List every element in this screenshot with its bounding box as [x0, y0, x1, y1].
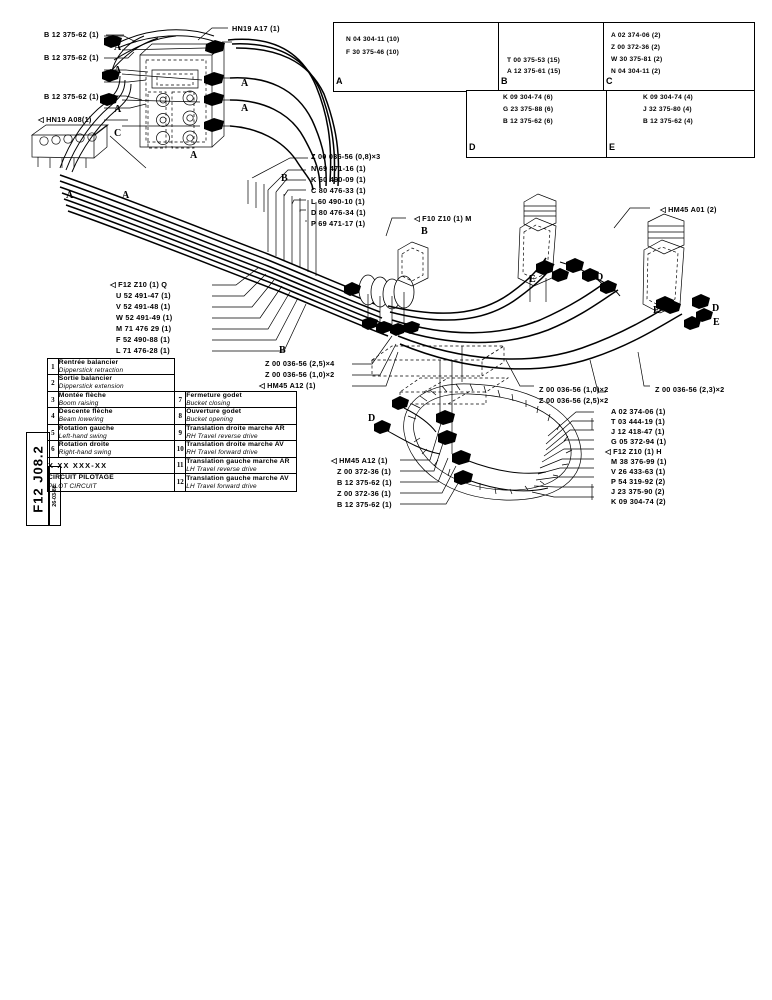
part-label-right-8: J 23 375-90 (2) [611, 487, 665, 496]
legend-num-8: 8 [175, 408, 186, 424]
legend-fr-12: Translation gauche marche AV [186, 474, 289, 482]
callout-a-5: A [241, 103, 249, 114]
part-label-top-left-2: B 12 375-62 (1) [44, 92, 99, 101]
inset-d-part-2: B 12 375-62 (6) [503, 118, 553, 125]
sheet-id-block [26, 432, 50, 526]
inset-e-part-1: J 32 375-80 (4) [643, 106, 692, 113]
part-label-lowercenter-2: B 12 375-62 (1) [337, 478, 392, 487]
legend-spacer-top [175, 359, 186, 392]
part-label-center-2: K 60 490-09 (1) [311, 175, 366, 184]
part-label-top-left-0: B 12 375-62 (1) [44, 30, 99, 39]
callout-a-4: A [241, 78, 249, 89]
part-label-left-1: U 52 491-47 (1) [116, 291, 171, 300]
callout-c-1: C [114, 128, 122, 139]
part-label-center-4: L 60 490-10 (1) [311, 197, 365, 206]
callout-e-2: E [653, 305, 660, 316]
part-label-right-9: K 09 304-74 (2) [611, 497, 666, 506]
legend-desc-4 [58, 408, 174, 424]
inset-a-part-0: N 04 304-11 (10) [346, 36, 400, 43]
legend-desc-2 [58, 375, 174, 391]
circuit-title-en: PILOT CIRCUIT [48, 482, 97, 490]
callout-e-3: E [713, 317, 720, 328]
legend-num-3: 3 [48, 391, 59, 407]
leader-lines-right-stack [532, 412, 594, 500]
callout-a-7: A [66, 190, 74, 201]
callout-d-2: D [596, 272, 604, 283]
leader-lines-mid-left [352, 336, 398, 386]
inset-b-part-0: T 00 375-53 (15) [507, 57, 561, 64]
circuit-title-fr: CIRCUIT PILOTAGE [48, 474, 114, 482]
part-label-right-3: G 05 372-94 (1) [611, 437, 667, 446]
rotary-swivel-joint [359, 242, 428, 336]
legend-fr-7: Fermeture godet [186, 391, 242, 399]
date-stamp-text: 26-03-86 [51, 485, 58, 507]
circuit-title-cell [48, 474, 175, 491]
part-label-left-4: M 71 476 29 (1) [116, 324, 172, 333]
legend-fr-11: Translation gauche marche AR [186, 457, 290, 465]
part-label-lowercenter-4: B 12 375-62 (1) [337, 500, 392, 509]
legend-fr-4: Descente flèche [58, 408, 113, 416]
legend-num-7: 7 [175, 391, 186, 407]
inset-c-part-0: A 02 374-06 (2) [611, 32, 661, 39]
part-label-right-5: M 38 376-99 (1) [611, 457, 667, 466]
legend-en-2: Dipperstick extension [58, 383, 124, 391]
legend-desc-3 [58, 391, 174, 407]
inset-box-a [333, 22, 500, 92]
part-label-lowermid-1: Z 00 036-56 (2,5)×2 [539, 396, 609, 405]
part-label-right-assy: ◁ HM45 A01 (2) [660, 205, 717, 214]
legend-desc-1 [58, 359, 174, 375]
legend-en-11: LH Travel reverse drive [186, 465, 257, 473]
callout-a-1: A [114, 42, 122, 53]
title-code-cell: X XX XXX-XX [48, 457, 175, 473]
part-label-center-1: N 69 471-16 (1) [311, 164, 366, 173]
legend-en-5: Left-hand swing [58, 432, 107, 440]
callout-d-1: D [368, 413, 376, 424]
legend-en-7: Bucket closing [186, 399, 231, 407]
legend-fr-2: Sortie balancier [58, 375, 113, 383]
legend-desc-8 [186, 408, 297, 424]
legend-desc-11 [186, 457, 297, 473]
legend-fr-10: Translation droite marche AV [186, 441, 284, 449]
part-label-right-2: J 12 418-47 (1) [611, 427, 665, 436]
inset-b-part-1: A 12 375-61 (15) [507, 68, 561, 75]
legend-fr-9: Translation droite marche AR [186, 424, 285, 432]
part-label-right-4: ◁ F12 Z10 (1) H [605, 447, 662, 456]
inset-id-c: C [606, 76, 613, 86]
callout-a-6: A [190, 150, 198, 161]
part-label-center-0: Z 00 036-56 (0,8)×3 [311, 152, 381, 161]
sheet-id-text: F12 J08.2 [30, 445, 46, 513]
inset-id-e: E [609, 142, 616, 152]
callout-e-1: E [529, 274, 536, 285]
part-label-left-2: V 52 491-48 (1) [116, 302, 171, 311]
legend-en-1: Dipperstick retraction [58, 366, 124, 374]
part-label-top-center-assy: HN19 A17 (1) [232, 24, 280, 33]
callout-b-1: B [281, 173, 288, 184]
part-label-right-6: V 26 433-63 (1) [611, 467, 666, 476]
right-hose-loops [388, 258, 713, 369]
legend-fr-6: Rotation droite [58, 441, 110, 449]
inset-id-a: A [336, 76, 343, 86]
part-label-center-5: D 80 476-34 (1) [311, 208, 366, 217]
legend-desc-12 [186, 474, 297, 491]
leader-lines-center [252, 158, 308, 222]
inset-c-part-1: Z 00 372-36 (2) [611, 44, 661, 51]
part-label-left-6: L 71 476-28 (1) [116, 346, 170, 355]
legend-num-6: 6 [48, 441, 59, 457]
callout-b-2: B [279, 345, 286, 356]
legend-en-9: RH Travel reverse drive [186, 432, 258, 440]
legend-en-12: LH Travel forward drive [186, 482, 257, 490]
part-label-left-3: W 52 491-49 (1) [116, 313, 173, 322]
legend-spacer-top2 [186, 359, 297, 392]
callout-a-3: A [114, 104, 122, 115]
legend-fr-5: Rotation gauche [58, 424, 115, 432]
legend-desc-5 [58, 424, 174, 440]
legend-fr-8: Ouverture godet [186, 408, 242, 416]
inset-a-part-1: F 30 375-46 (10) [346, 49, 400, 56]
legend-num-10: 10 [175, 441, 186, 457]
date-stamp-block [48, 466, 61, 526]
boom-cylinder-right [643, 214, 710, 313]
part-label-center-assy: ◁ F10 Z10 (1) M [414, 214, 472, 223]
legend-num-4: 4 [48, 408, 59, 424]
legend-table [47, 358, 297, 492]
legend-en-6: Right-hand swing [58, 449, 112, 457]
inset-id-d: D [469, 142, 476, 152]
inset-c-part-3: N 04 304-11 (2) [611, 68, 661, 75]
part-label-midleft-0: Z 00 036-56 (2,5)×4 [265, 359, 335, 368]
boom-cylinder-left [518, 194, 584, 302]
legend-en-10: RH Travel forward drive [186, 449, 258, 457]
part-label-center-3: C 80 476-33 (1) [311, 186, 366, 195]
part-label-lowercenter-3: Z 00 372-36 (1) [337, 489, 392, 498]
inset-d-part-0: K 09 304-74 (6) [503, 94, 553, 101]
legend-desc-9 [186, 424, 297, 440]
legend-num-2: 2 [48, 375, 59, 391]
part-label-midleft-2: ◁ HM45 A12 (1) [259, 381, 316, 390]
callout-d-3: D [712, 303, 720, 314]
part-label-top-left-1: B 12 375-62 (1) [44, 53, 99, 62]
inset-e-part-2: B 12 375-62 (4) [643, 118, 693, 125]
part-label-center-6: P 69 471-17 (1) [311, 219, 366, 228]
part-label-right-0: A 02 374-06 (1) [611, 407, 666, 416]
legend-num-9: 9 [175, 424, 186, 440]
inset-d-part-1: G 23 375-88 (6) [503, 106, 554, 113]
callout-a-2: A [114, 65, 122, 76]
part-label-lowerright-single: Z 00 036-56 (2,3)×2 [655, 385, 725, 394]
part-label-top-left-assy: ◁ HN19 A08(1) [38, 115, 92, 124]
pilot-valve-block [140, 40, 232, 148]
legend-num-12: 12 [175, 474, 186, 491]
legend-desc-6 [58, 441, 174, 457]
legend-num-1: 1 [48, 359, 59, 375]
inset-id-b: B [501, 76, 508, 86]
legend-desc-7 [186, 391, 297, 407]
callout-a-8: A [122, 190, 130, 201]
part-label-left-5: F 52 490-88 (1) [116, 335, 171, 344]
legend-desc-10 [186, 441, 297, 457]
part-label-lowercenter-0: ◁ HM45 A12 (1) [331, 456, 388, 465]
legend-fr-1: Rentrée balancier [58, 359, 119, 366]
legend-num-5: 5 [48, 424, 59, 440]
pilot-hose-bundle-upper [60, 30, 339, 190]
inset-c-part-2: W 30 375-81 (2) [611, 56, 663, 63]
legend-fr-3: Montée flèche [58, 391, 106, 399]
legend-num-11: 11 [175, 457, 186, 473]
legend-en-4: Beam lowering [58, 416, 104, 424]
part-label-lowercenter-1: Z 00 372-36 (1) [337, 467, 392, 476]
part-label-lowermid-0: Z 00 036-56 (1,0)×2 [539, 385, 609, 394]
legend-en-8: Bucket opening [186, 416, 234, 424]
part-label-right-1: T 03 444-19 (1) [611, 417, 666, 426]
part-label-right-7: P 54 319-92 (2) [611, 477, 666, 486]
part-label-left-0: ◁ F12 Z10 (1) Q [110, 280, 168, 289]
legend-en-3: Boom raising [58, 399, 99, 407]
inset-e-part-0: K 09 304-74 (4) [643, 94, 693, 101]
callout-b-3: B [421, 226, 428, 237]
part-label-midleft-1: Z 00 036-56 (1,0)×2 [265, 370, 335, 379]
